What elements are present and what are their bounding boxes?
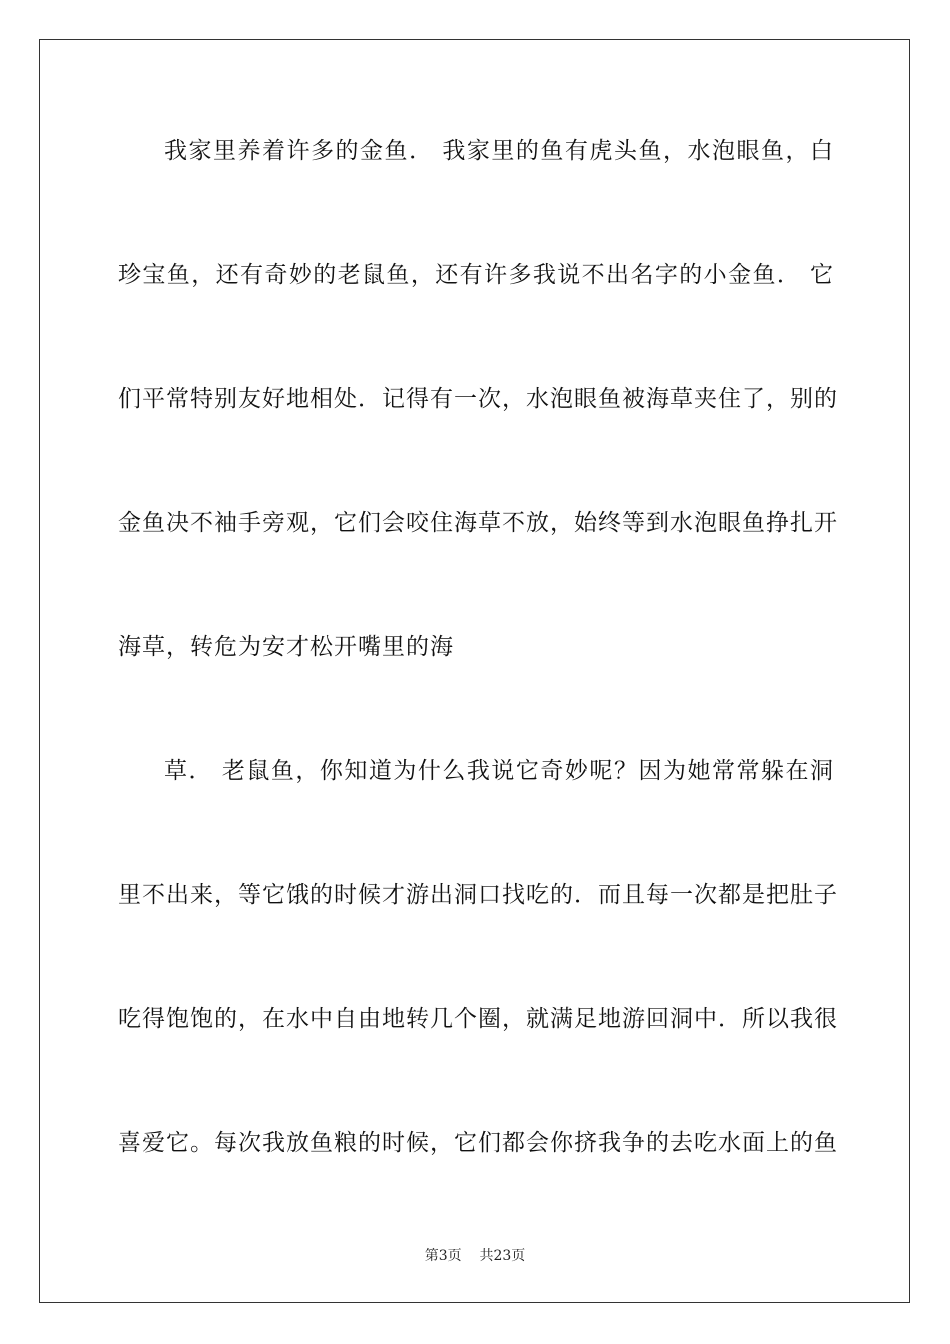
page-border: [39, 39, 910, 1303]
page-footer: [0, 1247, 950, 1265]
paragraph-2-line-4: 喜爱它。每次我放鱼粮的时候，它们都会你挤我争的去吃水面上的鱼: [118, 1130, 838, 1156]
page-number-current: 第3页: [424, 1248, 462, 1264]
paragraph-1-line-5: 海草，转危为安才松开嘴里的海: [118, 634, 454, 660]
footer-spacer: [462, 1248, 480, 1264]
paragraph-1-line-2: 珍宝鱼，还有奇妙的老鼠鱼，还有许多我说不出名字的小金鱼． 它: [118, 262, 834, 288]
paragraph-1-line-3: 们平常特别友好地相处．记得有一次，水泡眼鱼被海草夹住了，别的: [118, 386, 838, 412]
paragraph-2-line-1: 草． 老鼠鱼，你知道为什么我说它奇妙呢？因为她常常躲在洞: [164, 758, 834, 784]
paragraph-2-line-3: 吃得饱饱的，在水中自由地转几个圈，就满足地游回洞中．所以我很: [118, 1006, 838, 1032]
page-number-total: 共23页: [479, 1248, 526, 1264]
paragraph-1-line-4: 金鱼决不袖手旁观，它们会咬住海草不放，始终等到水泡眼鱼挣扎开: [118, 510, 838, 536]
paragraph-1-line-1: 我家里养着许多的金鱼． 我家里的鱼有虎头鱼，水泡眼鱼，白: [164, 138, 834, 164]
paragraph-2-line-2: 里不出来，等它饿的时候才游出洞口找吃的．而且每一次都是把肚子: [118, 882, 838, 908]
